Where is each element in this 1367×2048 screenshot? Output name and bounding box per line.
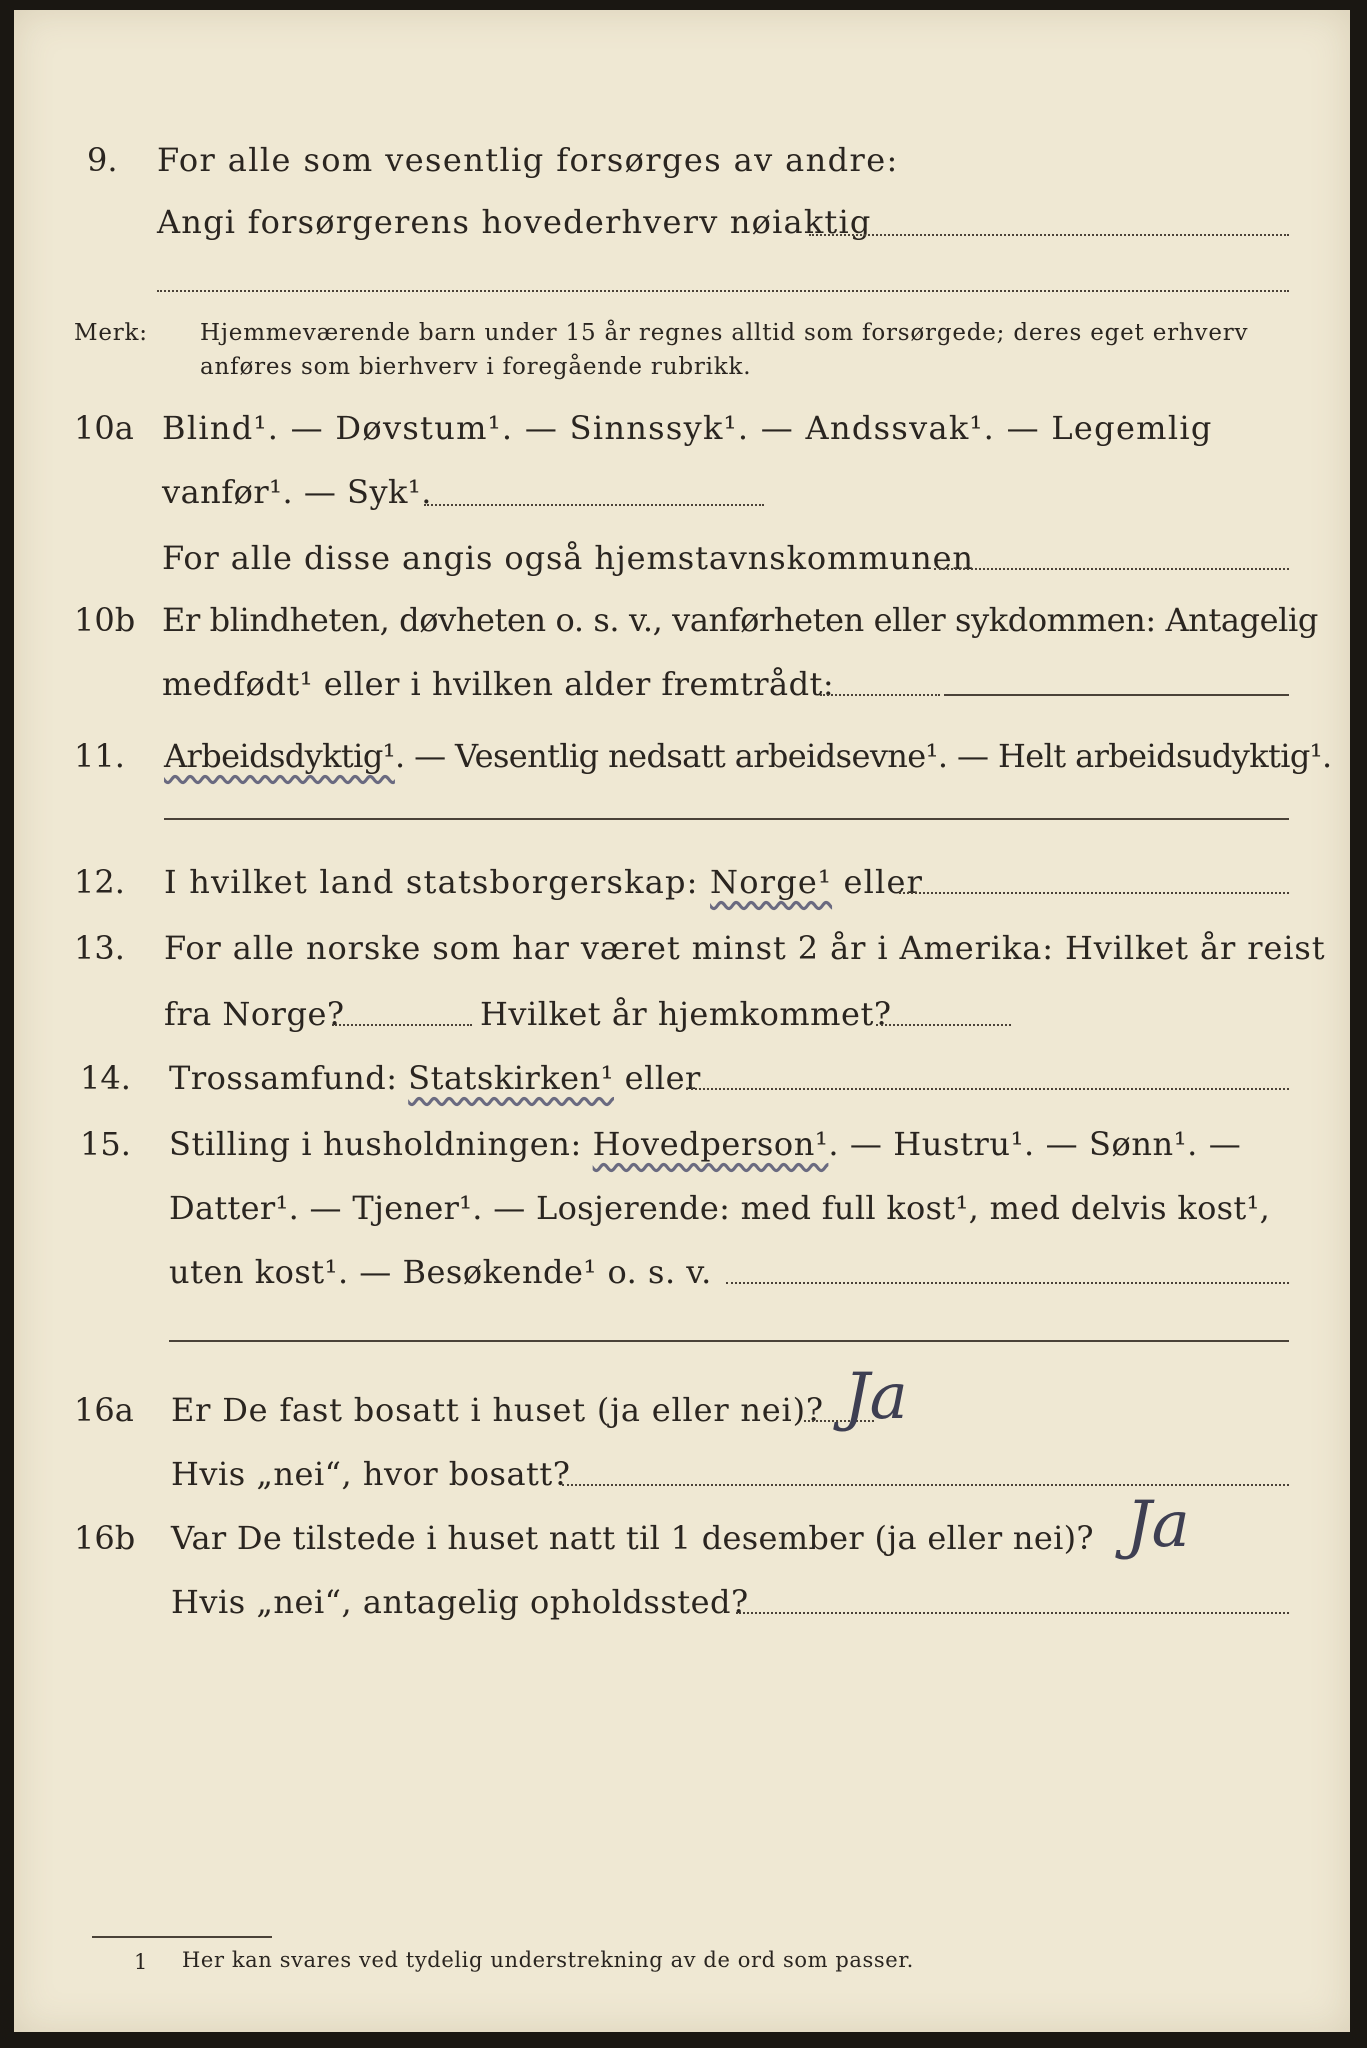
q12-line <box>164 862 923 902</box>
q14-eller: eller <box>624 1059 701 1097</box>
q11-option-arbeidsdyktig: Arbeidsdyktig¹ <box>164 737 395 775</box>
merk-line2: anføres som bierhverv i foregående rubrikk. <box>200 354 752 380</box>
q9-line2: Angi forsørgerens hovederhverv nøiaktig <box>157 203 872 241</box>
q15-rest1: . — Hustru¹. — Sønn¹. — <box>828 1125 1242 1163</box>
q16b-answer-line <box>736 1612 1289 1614</box>
footnote-rule <box>92 1936 272 1938</box>
q15-line1 <box>169 1124 1241 1164</box>
q10a-answer-line <box>424 504 764 506</box>
q16b-line1: Var De tilstede i huset natt til 1 desember (ja eller nei)? <box>171 1519 1094 1557</box>
q16b-line2: Hvis „nei“, antagelig opholdssted? <box>171 1583 749 1621</box>
q12-prompt: I hvilket land statsborgerskap: <box>164 863 699 901</box>
q11-answer-line <box>164 818 1289 820</box>
q13-line1: For alle norske som har været minst 2 år i Amerika: Hvilket år reist <box>164 929 1326 967</box>
q13-line2a: fra Norge? <box>164 995 345 1033</box>
q12-option-norge: Norge¹ <box>710 863 833 901</box>
q11-number: 11. <box>74 737 125 775</box>
q9-line1: For alle som vesentlig forsørges av andre: <box>157 141 899 179</box>
q12-eller: eller <box>843 863 924 901</box>
q14-line <box>169 1058 701 1098</box>
q9-number: 9. <box>87 141 118 179</box>
q16b-number: 16b <box>74 1519 136 1557</box>
footnote-text: Her kan svares ved tydelig understrekning av de ord som passer. <box>182 1948 914 1972</box>
q12-number: 12. <box>74 863 125 901</box>
q13-number: 13. <box>74 929 125 967</box>
q9-answer-line-2 <box>157 290 1289 292</box>
q14-number: 14. <box>80 1059 131 1097</box>
merk-line1: Hjemmeværende barn under 15 år regnes alltid som forsørgede; deres eget erhverv <box>200 320 1249 346</box>
footnote-marker: 1 <box>134 1950 148 1974</box>
q14-prompt: Trossamfund: <box>169 1059 398 1097</box>
q13-answer-line-1 <box>332 1024 472 1026</box>
q10a-answer-line-2 <box>934 568 1289 570</box>
q10b-answer-line-2 <box>944 694 1289 696</box>
q16a-line1: Er De fast bosatt i huset (ja eller nei)? <box>171 1391 824 1429</box>
q16a-handwritten-answer: Ja <box>844 1360 908 1434</box>
q15-prompt: Stilling i husholdningen: <box>169 1125 582 1163</box>
q16a-line2: Hvis „nei“, hvor bosatt? <box>171 1455 571 1493</box>
q16a-number: 16a <box>74 1391 134 1429</box>
q15-answer-line-2 <box>169 1340 1289 1342</box>
q10a-number: 10a <box>74 409 134 447</box>
census-form-page <box>14 10 1350 2032</box>
merk-label: Merk: <box>74 320 148 346</box>
q13-answer-line-2 <box>876 1024 1011 1026</box>
q16b-handwritten-answer: Ja <box>1126 1488 1190 1562</box>
q10a-line1: Blind¹. — Døvstum¹. — Sinnssyk¹. — Andssvak¹. — Legemlig <box>162 409 1213 447</box>
q9-answer-line <box>809 234 1289 236</box>
q15-line3: uten kost¹. — Besøkende¹ o. s. v. <box>169 1253 712 1291</box>
q15-option-hovedperson: Hovedperson¹ <box>592 1125 829 1163</box>
q16a-answer-line-2 <box>562 1484 1289 1486</box>
q10a-line3: For alle disse angis også hjemstavnskommunen <box>162 539 974 577</box>
q13-line2b: Hvilket år hjemkommet? <box>480 995 892 1033</box>
q15-answer-line <box>726 1282 1289 1284</box>
q11-line <box>164 736 1332 776</box>
q14-answer-line <box>686 1088 1289 1090</box>
q10b-line1: Er blindheten, døvheten o. s. v., vanførheten eller sykdommen: Antagelig <box>162 601 1318 639</box>
q10b-answer-line <box>820 694 940 696</box>
q12-answer-line <box>899 892 1289 894</box>
q15-number: 15. <box>80 1125 131 1163</box>
q10a-line2: vanfør¹. — Syk¹. <box>162 473 432 511</box>
q14-option-statskirken: Statskirken¹ <box>408 1059 614 1097</box>
q10b-number: 10b <box>74 601 136 639</box>
q11-rest: . — Vesentlig nedsatt arbeidsevne¹. — Helt arbeidsudyktig¹. <box>394 737 1332 775</box>
q10b-line2: medfødt¹ eller i hvilken alder fremtrådt: <box>162 665 835 703</box>
q15-line2: Datter¹. — Tjener¹. — Losjerende: med full kost¹, med delvis kost¹, <box>169 1189 1271 1227</box>
